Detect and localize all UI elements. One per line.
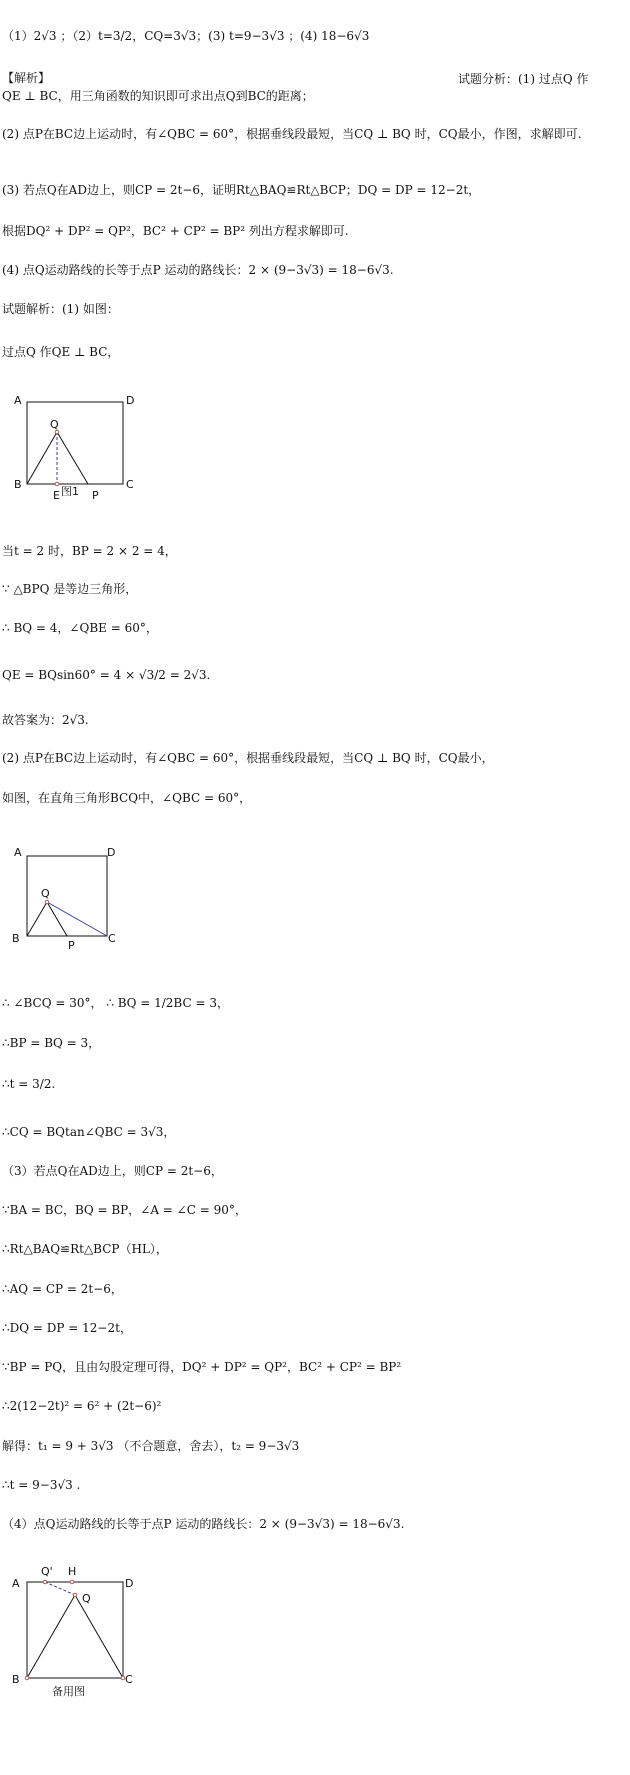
solution-line-14: 如图，在直角三角形BCQ中，∠QBC = 60°， xyxy=(2,791,252,805)
fig1-caption: 图1 xyxy=(61,485,79,498)
fig1-label-d: D xyxy=(126,394,135,407)
fig2-label-b: B xyxy=(12,932,20,945)
fig3-label-q: Q xyxy=(82,1592,91,1605)
solution-line-12: 故答案为：2√3. xyxy=(2,713,89,727)
solution-line-25: ∴2(12−2t)² = 6² + (2t−6)² xyxy=(2,1399,162,1413)
fig3-label-h: H xyxy=(68,1565,77,1578)
solution-line-13: (2) 点P在BC边上运动时，有∠QBC = 60°，根据垂线段最短，当CQ ⊥ BQ 时，CQ最小， xyxy=(2,751,494,765)
solution-line-20: ∵BA = BC，BQ = BP，∠A = ∠C = 90°， xyxy=(2,1203,247,1217)
solution-line-15: ∴ ∠BCQ = 30°， ∴ BQ = 1/2BC = 3， xyxy=(2,996,229,1010)
fig3-label-b: B xyxy=(12,1673,20,1686)
figure-2 xyxy=(0,838,150,958)
fig2-label-c: C xyxy=(108,932,116,945)
fig2-label-d: D xyxy=(107,846,116,859)
analysis-text-5: (4) 点Q运动路线的长等于点P 运动的路线长：2 × (9−3√3) = 18−6√3. xyxy=(2,263,394,277)
analysis-text-4: 根据DQ² + DP² = QP²，BC² + CP² = BP² 列出方程求解即可. xyxy=(2,224,349,238)
solution-line-17: ∴t = 3/2. xyxy=(2,1077,56,1091)
analysis-text-1: QE ⊥ BC，用三角函数的知识即可求出点Q到BC的距离； xyxy=(2,89,314,103)
solution-line-27: ∴t = 9−3√3 . xyxy=(2,1478,81,1492)
fig2-label-p: P xyxy=(68,939,75,952)
fig1-label-q: Q xyxy=(50,418,59,431)
fig1-label-e: E xyxy=(53,489,60,502)
solution-label: 试题解析：(1) 如图： xyxy=(2,302,119,316)
solution-line-18: ∴CQ = BQtan∠QBC = 3√3， xyxy=(2,1125,176,1139)
solution-line-16: ∴BP = BQ = 3， xyxy=(2,1036,101,1050)
figure-1 xyxy=(0,388,150,513)
answer-line: （1）2√3 ；（2）t=3/2，CQ=3√3；(3) t=9−3√3 ；(4) 18−6√3 xyxy=(2,29,370,43)
fig1-label-p: P xyxy=(92,489,99,502)
fig1-label-c: C xyxy=(126,478,134,491)
fig1-label-b: B xyxy=(14,478,22,491)
solution-line-19: （3）若点Q在AD边上，则CP = 2t−6， xyxy=(2,1164,223,1178)
solution-line-8: 当t = 2 时，BP = 2 × 2 = 4， xyxy=(2,544,177,558)
fig3-label-c: C xyxy=(125,1673,133,1686)
fig3-label-a: A xyxy=(12,1577,20,1590)
figure-3 xyxy=(0,1562,160,1712)
solution-line-26: 解得：t₁ = 9 + 3√3 （不合题意，舍去），t₂ = 9−3√3 xyxy=(2,1439,300,1453)
fig3-caption: 备用图 xyxy=(52,1685,85,1698)
analysis-heading: 【解析】 xyxy=(2,71,51,85)
analysis-label: 试题分析：(1) 过点Q 作 xyxy=(458,72,589,86)
solution-line-28: （4）点Q运动路线的长等于点P 运动的路线长：2 × (9−3√3) = 18−6√3. xyxy=(2,1517,405,1531)
solution-line-10: ∴ BQ = 4，∠QBE = 60°， xyxy=(2,621,158,635)
solution-line-9: ∵ △BPQ 是等边三角形， xyxy=(2,582,138,596)
solution-line-23: ∴DQ = DP = 12−2t， xyxy=(2,1321,132,1335)
solution-line-11: QE = BQsin60° = 4 × √3/2 = 2√3. xyxy=(2,668,211,682)
fig2-label-a: A xyxy=(14,846,22,859)
fig3-label-d: D xyxy=(125,1577,134,1590)
fig2-label-q: Q xyxy=(41,887,50,900)
solution-line-21: ∴Rt△BAQ≌Rt△BCP（HL）， xyxy=(2,1242,168,1256)
solution-line-22: ∴AQ = CP = 2t−6， xyxy=(2,1282,123,1296)
fig1-label-a: A xyxy=(14,394,22,407)
solution-line-24: ∵BP = PQ，且由勾股定理可得，DQ² + DP² = QP²，BC² + CP² = BP² xyxy=(2,1360,402,1374)
analysis-text-3: (3) 若点Q在AD边上，则CP = 2t−6，证明Rt△BAQ≌Rt△BCP；DQ = DP = 12−2t， xyxy=(2,183,481,197)
analysis-text-2: (2) 点P在BC边上运动时，有∠QBC = 60°，根据垂线段最短，当CQ ⊥ BQ 时，CQ最小，作图，求解即可. xyxy=(2,127,582,141)
solution-line-7: 过点Q 作QE ⊥ BC， xyxy=(2,345,120,359)
fig3-label-q-prime: Q' xyxy=(41,1565,53,1578)
